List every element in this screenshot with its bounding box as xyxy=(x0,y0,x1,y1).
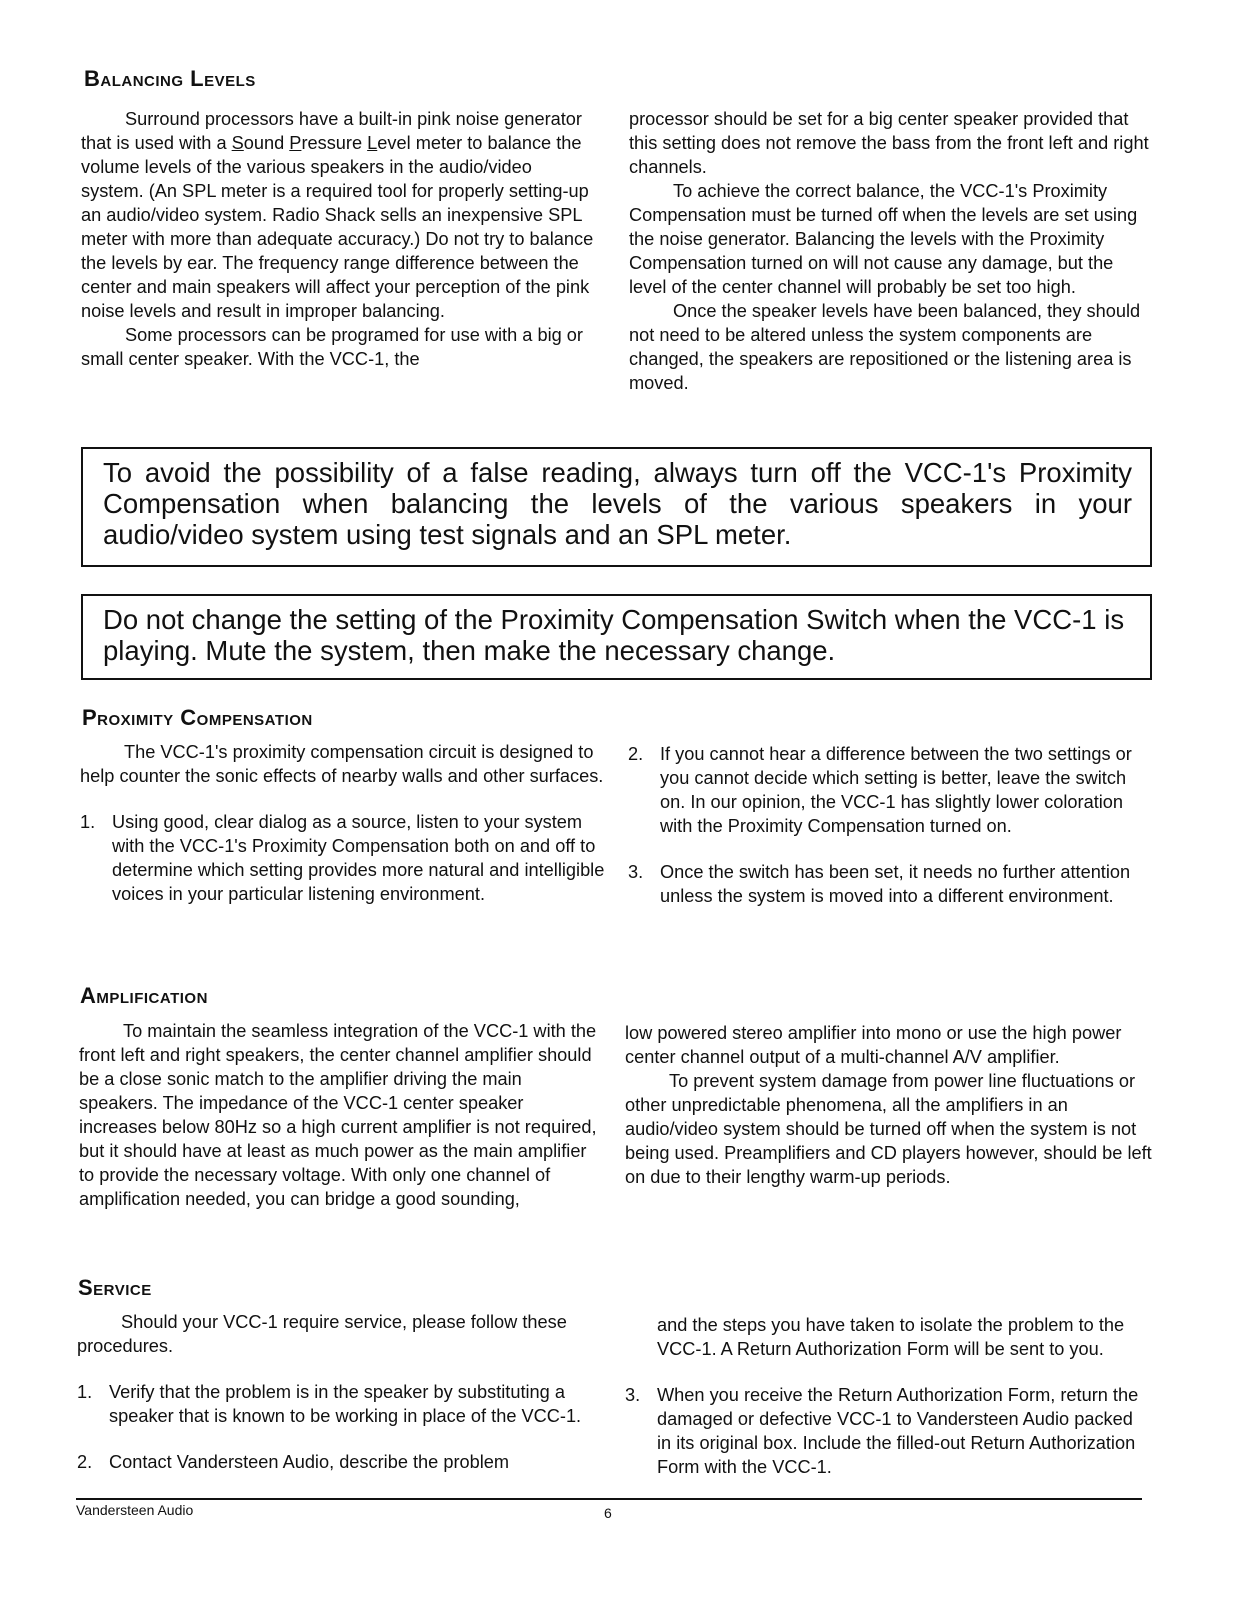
proximity-right-column xyxy=(628,742,1152,908)
list-item xyxy=(628,742,1152,838)
underlined-letter: S xyxy=(231,133,244,153)
list-number: 1. xyxy=(80,812,96,832)
paragraph-text: ressure xyxy=(301,133,368,153)
list-item xyxy=(628,860,1152,908)
list-number: 3. xyxy=(625,1385,641,1405)
amplification-left-column xyxy=(79,1019,599,1211)
list-number: 2. xyxy=(77,1452,93,1472)
note-box-switch-warning xyxy=(81,594,1152,680)
section-heading-proximity-compensation: Proximity Compensation xyxy=(82,705,313,730)
page-number: 6 xyxy=(604,1505,612,1521)
paragraph-text: meter to balance the volume levels of the various speakers in the audio/video system. (An SPL meter is a required tool for properly setting-up an audio/video system. Radio Shack sells an inexpensive SPL meter with more than adequate accuracy.) Do not try to balance the levels by ear. The frequency range difference between the center and main speakers will affect your perception of the pink noise levels and result in improper balancing. xyxy=(81,133,594,321)
list-text: When you receive the Return Authorization Form, return the damaged or defective VCC-1 to Vandersteen Audio packed in its original box. Include the filled-out Return Authorization Form with the VCC-1. xyxy=(657,1385,1139,1477)
service-left-column xyxy=(77,1310,599,1474)
list-item xyxy=(77,1450,599,1474)
paragraph-text: Surround processors have a built-in pink noise generator that is used with a xyxy=(81,109,582,153)
list-number: 2. xyxy=(628,744,644,764)
list-text: Contact Vandersteen Audio, describe the problem xyxy=(109,1452,510,1472)
note-text: Do not change the setting of the Proximity Compensation Switch when the VCC-1 is playing. Mute the system, then make the necessary change. xyxy=(103,604,1125,666)
balancing-paragraph-5: Once the speaker levels have been balanced, they should not need to be altered unless the system components are changed, the speakers are repositioned or the listening area is moved. xyxy=(629,301,1141,393)
list-item xyxy=(77,1380,599,1428)
paragraph-text: evel xyxy=(377,133,411,153)
section-heading-service: Service xyxy=(78,1275,152,1300)
section-heading-amplification: Amplification xyxy=(80,983,208,1008)
amplification-paragraph-1: To maintain the seamless integration of the VCC-1 with the front left and right speakers, the center channel amplifier should be a close sonic match to the amplifier driving the main speakers. The impedance of the VCC-1 center speaker increases below 80Hz so a high current amplifier is not required, but it should have at least as much power as the main amplifier to provide the necessary voltage. With only one channel of amplification needed, you can bridge a good sounding, xyxy=(79,1021,597,1209)
balancing-paragraph-4: To achieve the correct balance, the VCC-1's Proximity Compensation must be turned off when the levels are set using the noise generator. Balancing the levels with the Proximity Compensation turned on will not cause any damage, but the level of the center channel will probably be set too high. xyxy=(629,181,1138,297)
section-heading-balancing-levels: Balancing Levels xyxy=(84,66,256,91)
proximity-intro: The VCC-1's proximity compensation circuit is designed to help counter the sonic effects of nearby walls and other surfaces. xyxy=(80,742,604,786)
balancing-paragraph-2: Some processors can be programed for use with a big or small center speaker. With the VCC-1, the xyxy=(81,325,583,369)
list-text: Using good, clear dialog as a source, listen to your system with the VCC-1's Proximity Compensation both on and off to determine which setting provides more natural and intelligible voices in your particular listening environment. xyxy=(112,812,605,904)
service-right-column xyxy=(625,1313,1151,1479)
list-text: If you cannot hear a difference between the two settings or you cannot decide which setting is better, leave the switch on. In our opinion, the VCC-1 has slightly lower coloration with the Proximity Compensation turned on. xyxy=(660,744,1132,836)
footer-rule xyxy=(76,1498,1142,1500)
balancing-paragraph-1 xyxy=(81,107,599,323)
list-text: Verify that the problem is in the speaker by substituting a speaker that is known to be working in place of the VCC-1. xyxy=(109,1382,582,1426)
underlined-letter: P xyxy=(289,133,302,153)
list-item xyxy=(625,1383,1151,1479)
balancing-paragraph-3: processor should be set for a big center speaker provided that this setting does not remove the bass from the front left and right channels. xyxy=(629,109,1149,177)
balancing-right-column xyxy=(629,107,1151,395)
note-box-false-reading xyxy=(81,447,1152,567)
balancing-left-column xyxy=(81,107,599,371)
list-item xyxy=(80,810,606,906)
list-number: 1. xyxy=(77,1382,93,1402)
list-text: and the steps you have taken to isolate the problem to the VCC-1. A Return Authorization Form will be sent to you. xyxy=(657,1315,1125,1359)
amplification-paragraph-3: To prevent system damage from power line fluctuations or other unpredictable phenomena, all the amplifiers in an audio/video system should be turned off when the system is not being used. Preamplifiers and CD players however, should be left on due to their lengthy warm-up periods. xyxy=(625,1071,1152,1187)
list-item-continued xyxy=(625,1313,1151,1361)
proximity-left-column xyxy=(80,740,606,906)
amplification-paragraph-2: low powered stereo amplifier into mono or use the high power center channel output of a multi-channel A/V amplifier. xyxy=(625,1023,1122,1067)
amplification-right-column xyxy=(625,1021,1152,1189)
list-number xyxy=(625,1313,657,1361)
service-intro: Should your VCC-1 require service, please follow these procedures. xyxy=(77,1312,567,1356)
footer-company: Vandersteen Audio xyxy=(76,1502,194,1518)
note-text: To avoid the possibility of a false reading, always turn off the VCC-1's Proximity Compensation when balancing the levels of the various speakers in your audio/video system using test signals and an SPL meter. xyxy=(103,457,1132,550)
underlined-letter: L xyxy=(367,133,378,153)
list-number: 3. xyxy=(628,862,644,882)
paragraph-text: ound xyxy=(243,133,290,153)
list-text: Once the switch has been set, it needs no further attention unless the system is moved into a different environment. xyxy=(660,862,1131,906)
